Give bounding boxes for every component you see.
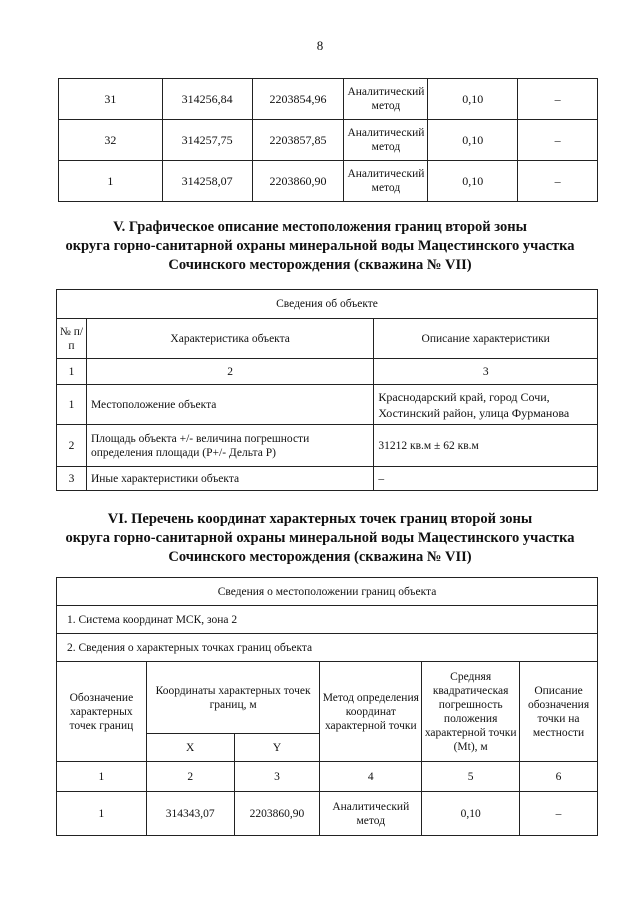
header-designation: Обозначение характерных точек границ [57,662,147,762]
point-number: 1 [59,161,163,202]
header-num: № п/п [57,319,87,359]
coord-x: 314256,84 [162,79,252,120]
points-section-title: 2. Сведения о характерных точках границ объекта [57,634,598,662]
index-cell: 2 [86,359,373,385]
method: Аналитический метод [344,161,428,202]
coord-y: 2203854,96 [252,79,344,120]
point-number: 31 [59,79,163,120]
error: 0,10 [422,792,520,836]
header-coordinates: Координаты характерных точек границ, м [146,662,320,734]
heading-line: Сочинского месторождения (скважина № VII) [168,549,472,565]
index-cell: 3 [374,359,598,385]
heading-line: VI. Перечень координат характерных точек границ второй зоны [107,511,533,527]
section-6-heading [30,510,610,567]
description: – [518,161,598,202]
table-row [57,425,598,467]
coord-y: 2203860,90 [234,792,320,836]
characteristic: Площадь объекта +/- величина погрешности определения площади (Р+/- Дельта Р) [86,425,373,467]
index-cell: 4 [320,762,422,792]
section-5-heading [30,218,610,275]
heading-line: Сочинского месторождения (скважина № VII) [168,257,472,273]
coord-x: 314343,07 [146,792,234,836]
table-caption: Сведения о местоположении границ объекта [57,578,598,606]
point-number: 1 [57,792,147,836]
description: – [374,467,598,491]
method: Аналитический метод [320,792,422,836]
description: – [520,792,598,836]
header-method: Метод определения координат характерной точки [320,662,422,762]
coord-y: 2203860,90 [252,161,344,202]
index-cell: 6 [520,762,598,792]
coord-y: 2203857,85 [252,120,344,161]
index-cell: 3 [234,762,320,792]
page-number: 8 [316,38,324,53]
table-row [59,120,598,161]
coordinate-system: 1. Система координат МСК, зона 2 [57,606,598,634]
error: 0,10 [428,161,518,202]
index-cell: 5 [422,762,520,792]
row-number: 3 [57,467,87,491]
header-characteristic: Характеристика объекта [86,319,373,359]
index-cell: 2 [146,762,234,792]
table-row [57,792,598,836]
table-row [57,467,598,491]
table-row [59,161,598,202]
header-y: Y [234,734,320,762]
heading-line: округа горно-санитарной охраны минеральной воды Мацестинского участка [65,238,575,254]
index-cell: 1 [57,762,147,792]
coordinates-table-continued [58,78,598,202]
table-row [59,79,598,120]
point-number: 32 [59,120,163,161]
row-number: 1 [57,385,87,425]
method: Аналитический метод [344,79,428,120]
method: Аналитический метод [344,120,428,161]
row-number: 2 [57,425,87,467]
description: 31212 кв.м ± 62 кв.м [374,425,598,467]
table-row [57,385,598,425]
description: – [518,79,598,120]
error: 0,10 [428,120,518,161]
heading-line: V. Графическое описание местоположения границ второй зоны [113,219,527,235]
characteristic: Местоположение объекта [86,385,373,425]
header-description: Описание обозначения точки на местности [520,662,598,762]
description: Краснодарский край, город Сочи, Хостинский район, улица Фурманова [374,385,598,425]
header-error: Средняя квадратическая погрешность положения характерной точки (Mt), м [422,662,520,762]
boundary-points-table [56,577,598,836]
description: – [518,120,598,161]
characteristic: Иные характеристики объекта [86,467,373,491]
error: 0,10 [428,79,518,120]
coord-x: 314258,07 [162,161,252,202]
table-caption: Сведения об объекте [57,290,598,319]
index-cell: 1 [57,359,87,385]
object-info-table [56,289,598,491]
heading-line: округа горно-санитарной охраны минеральной воды Мацестинского участка [65,530,575,546]
header-description: Описание характеристики [374,319,598,359]
coord-x: 314257,75 [162,120,252,161]
header-x: X [146,734,234,762]
